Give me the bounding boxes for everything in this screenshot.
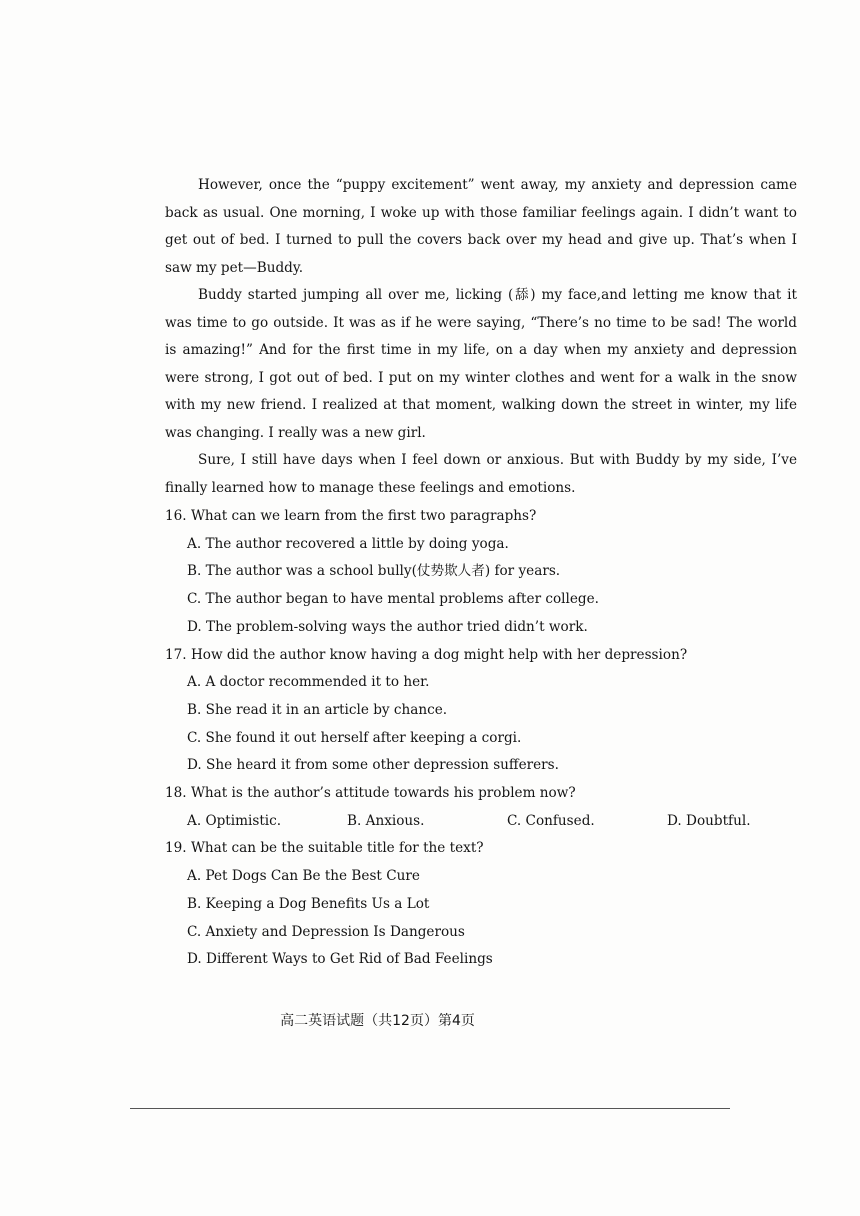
- option-b: B. The author was a school bully(仗势欺人者) for years.: [187, 563, 561, 580]
- question-18: [165, 780, 797, 835]
- option-d: D. Doubtful.: [667, 812, 751, 829]
- option-a: A. A doctor recommended it to her.: [187, 674, 430, 691]
- option-c: C. Confused.: [507, 812, 595, 829]
- question-17: [165, 642, 797, 781]
- question-list: [165, 503, 797, 974]
- page-footer: 高二英语试题（共12页）第4页: [280, 1013, 475, 1029]
- option-d: D. Different Ways to Get Rid of Bad Feelings: [187, 951, 493, 968]
- question-stem: 18. What is the author’s attitude towards his problem now?: [165, 785, 576, 802]
- paragraph: However, once the “puppy excitement” went away, my anxiety and depression came back as usual. One morning, I woke up with those familiar feelings again. I didn’t want to get out of bed. I turned to pull the covers back over my head and give up. That’s when I saw my pet—Buddy.: [165, 177, 797, 276]
- option-b: B. Anxious.: [347, 812, 425, 829]
- option-a: A. The author recovered a little by doing yoga.: [187, 535, 509, 552]
- question-stem: 19. What can be the suitable title for the text?: [165, 840, 484, 857]
- reading-passage: [165, 172, 797, 502]
- option-c: C. The author began to have mental problems after college.: [187, 591, 599, 608]
- question-16: [165, 503, 797, 642]
- option-a: A. Optimistic.: [187, 812, 282, 829]
- paragraph: Buddy started jumping all over me, licking (舔) my face,and letting me know that it was time to go outside. It was as if he were saying, “There’s no time to be sad! The world is amazing!” And for the first time in my life, on a day when my anxiety and depression were strong, I got out of bed. I put on my winter clothes and went for a walk in the snow with my new friend. I realized at that moment, walking down the street in winter, my life was changing. I really was a new girl.: [165, 287, 797, 441]
- question-stem: 16. What can we learn from the first two paragraphs?: [165, 508, 537, 524]
- option-c: C. She found it out herself after keeping a corgi.: [187, 729, 522, 746]
- bottom-divider: [130, 1108, 730, 1109]
- option-b: B. Keeping a Dog Benefits Us a Lot: [187, 895, 430, 912]
- question-stem: 17. How did the author know having a dog might help with her depression?: [165, 646, 688, 663]
- option-d: D. The problem-solving ways the author tried didn’t work.: [187, 618, 588, 635]
- paragraph: Sure, I still have days when I feel down or anxious. But with Buddy by my side, I’ve finally learned how to manage these feelings and emotions.: [165, 452, 797, 496]
- question-19: [165, 835, 797, 974]
- option-b: B. She read it in an article by chance.: [187, 701, 448, 718]
- option-row: [165, 808, 797, 836]
- option-a: A. Pet Dogs Can Be the Best Cure: [187, 868, 420, 885]
- option-c: C. Anxiety and Depression Is Dangerous: [187, 923, 465, 940]
- option-d: D. She heard it from some other depression sufferers.: [187, 757, 559, 774]
